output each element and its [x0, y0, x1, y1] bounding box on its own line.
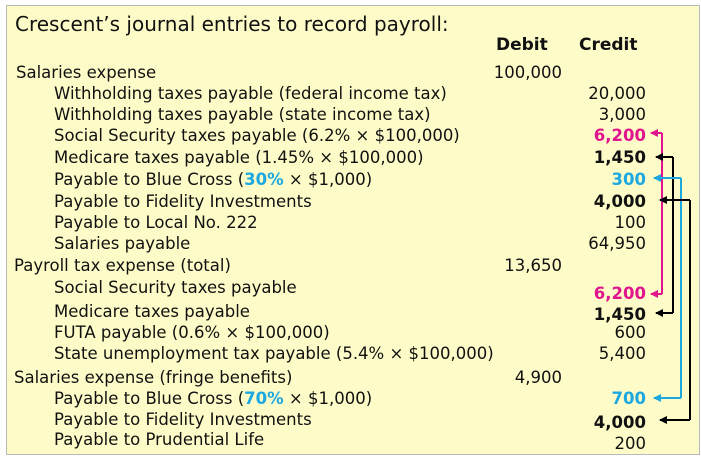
row-label: Payable to Prudential Life: [54, 430, 265, 449]
row-label: Withholding taxes payable (state income tax): [54, 105, 431, 124]
row-label: Medicare taxes payable: [54, 302, 250, 321]
credit-amount: 200: [614, 434, 646, 453]
credit-amount: 64,950: [588, 234, 646, 253]
credit-amount: 700: [611, 389, 646, 408]
row-label: Payable to Blue Cross (70% × $1,000): [54, 389, 373, 408]
percent-highlight: 70%: [244, 389, 284, 408]
row-label: Payable to Blue Cross (30% × $1,000): [54, 170, 373, 189]
credit-amount: 300: [611, 170, 646, 189]
credit-amount: 3,000: [598, 105, 646, 124]
row-label: FUTA payable (0.6% × $100,000): [54, 323, 330, 342]
row-label: State unemployment tax payable (5.4% × $100,000): [54, 344, 494, 363]
credit-amount: 6,200: [593, 126, 646, 145]
credit-amount: 5,400: [598, 344, 646, 363]
row-label: Social Security taxes payable: [54, 278, 297, 297]
row-label: Payable to Fidelity Investments: [54, 192, 312, 211]
row-label: Withholding taxes payable (federal income tax): [54, 84, 447, 103]
credit-amount: 1,450: [593, 305, 646, 324]
credit-amount: 20,000: [588, 84, 646, 103]
credit-amount: 4,000: [593, 192, 646, 211]
row-label: Salaries expense (fringe benefits): [14, 368, 293, 387]
row-label: Payable to Fidelity Investments: [54, 410, 312, 429]
row-label: Salaries expense: [16, 63, 157, 82]
percent-highlight: 30%: [244, 170, 284, 189]
credit-amount: 100: [614, 213, 646, 232]
row-label: Medicare taxes payable (1.45% × $100,000): [54, 148, 424, 167]
debit-amount: 13,650: [504, 256, 562, 275]
credit-amount: 6,200: [593, 284, 646, 303]
page-title: Crescent’s journal entries to record payroll:: [15, 12, 449, 36]
row-label: Payable to Local No. 222: [54, 213, 258, 232]
journal-slide: [6, 5, 700, 455]
debit-amount: 4,900: [514, 368, 562, 387]
row-label: Salaries payable: [54, 234, 191, 253]
credit-amount: 1,450: [593, 148, 646, 167]
credit-amount: 600: [614, 323, 646, 342]
row-label: Social Security taxes payable (6.2% × $100,000): [54, 126, 460, 145]
row-label: Payroll tax expense (total): [14, 256, 231, 275]
debit-header: Debit: [496, 35, 548, 55]
credit-amount: 4,000: [593, 413, 646, 432]
credit-header: Credit: [579, 35, 638, 55]
debit-amount: 100,000: [493, 63, 562, 82]
